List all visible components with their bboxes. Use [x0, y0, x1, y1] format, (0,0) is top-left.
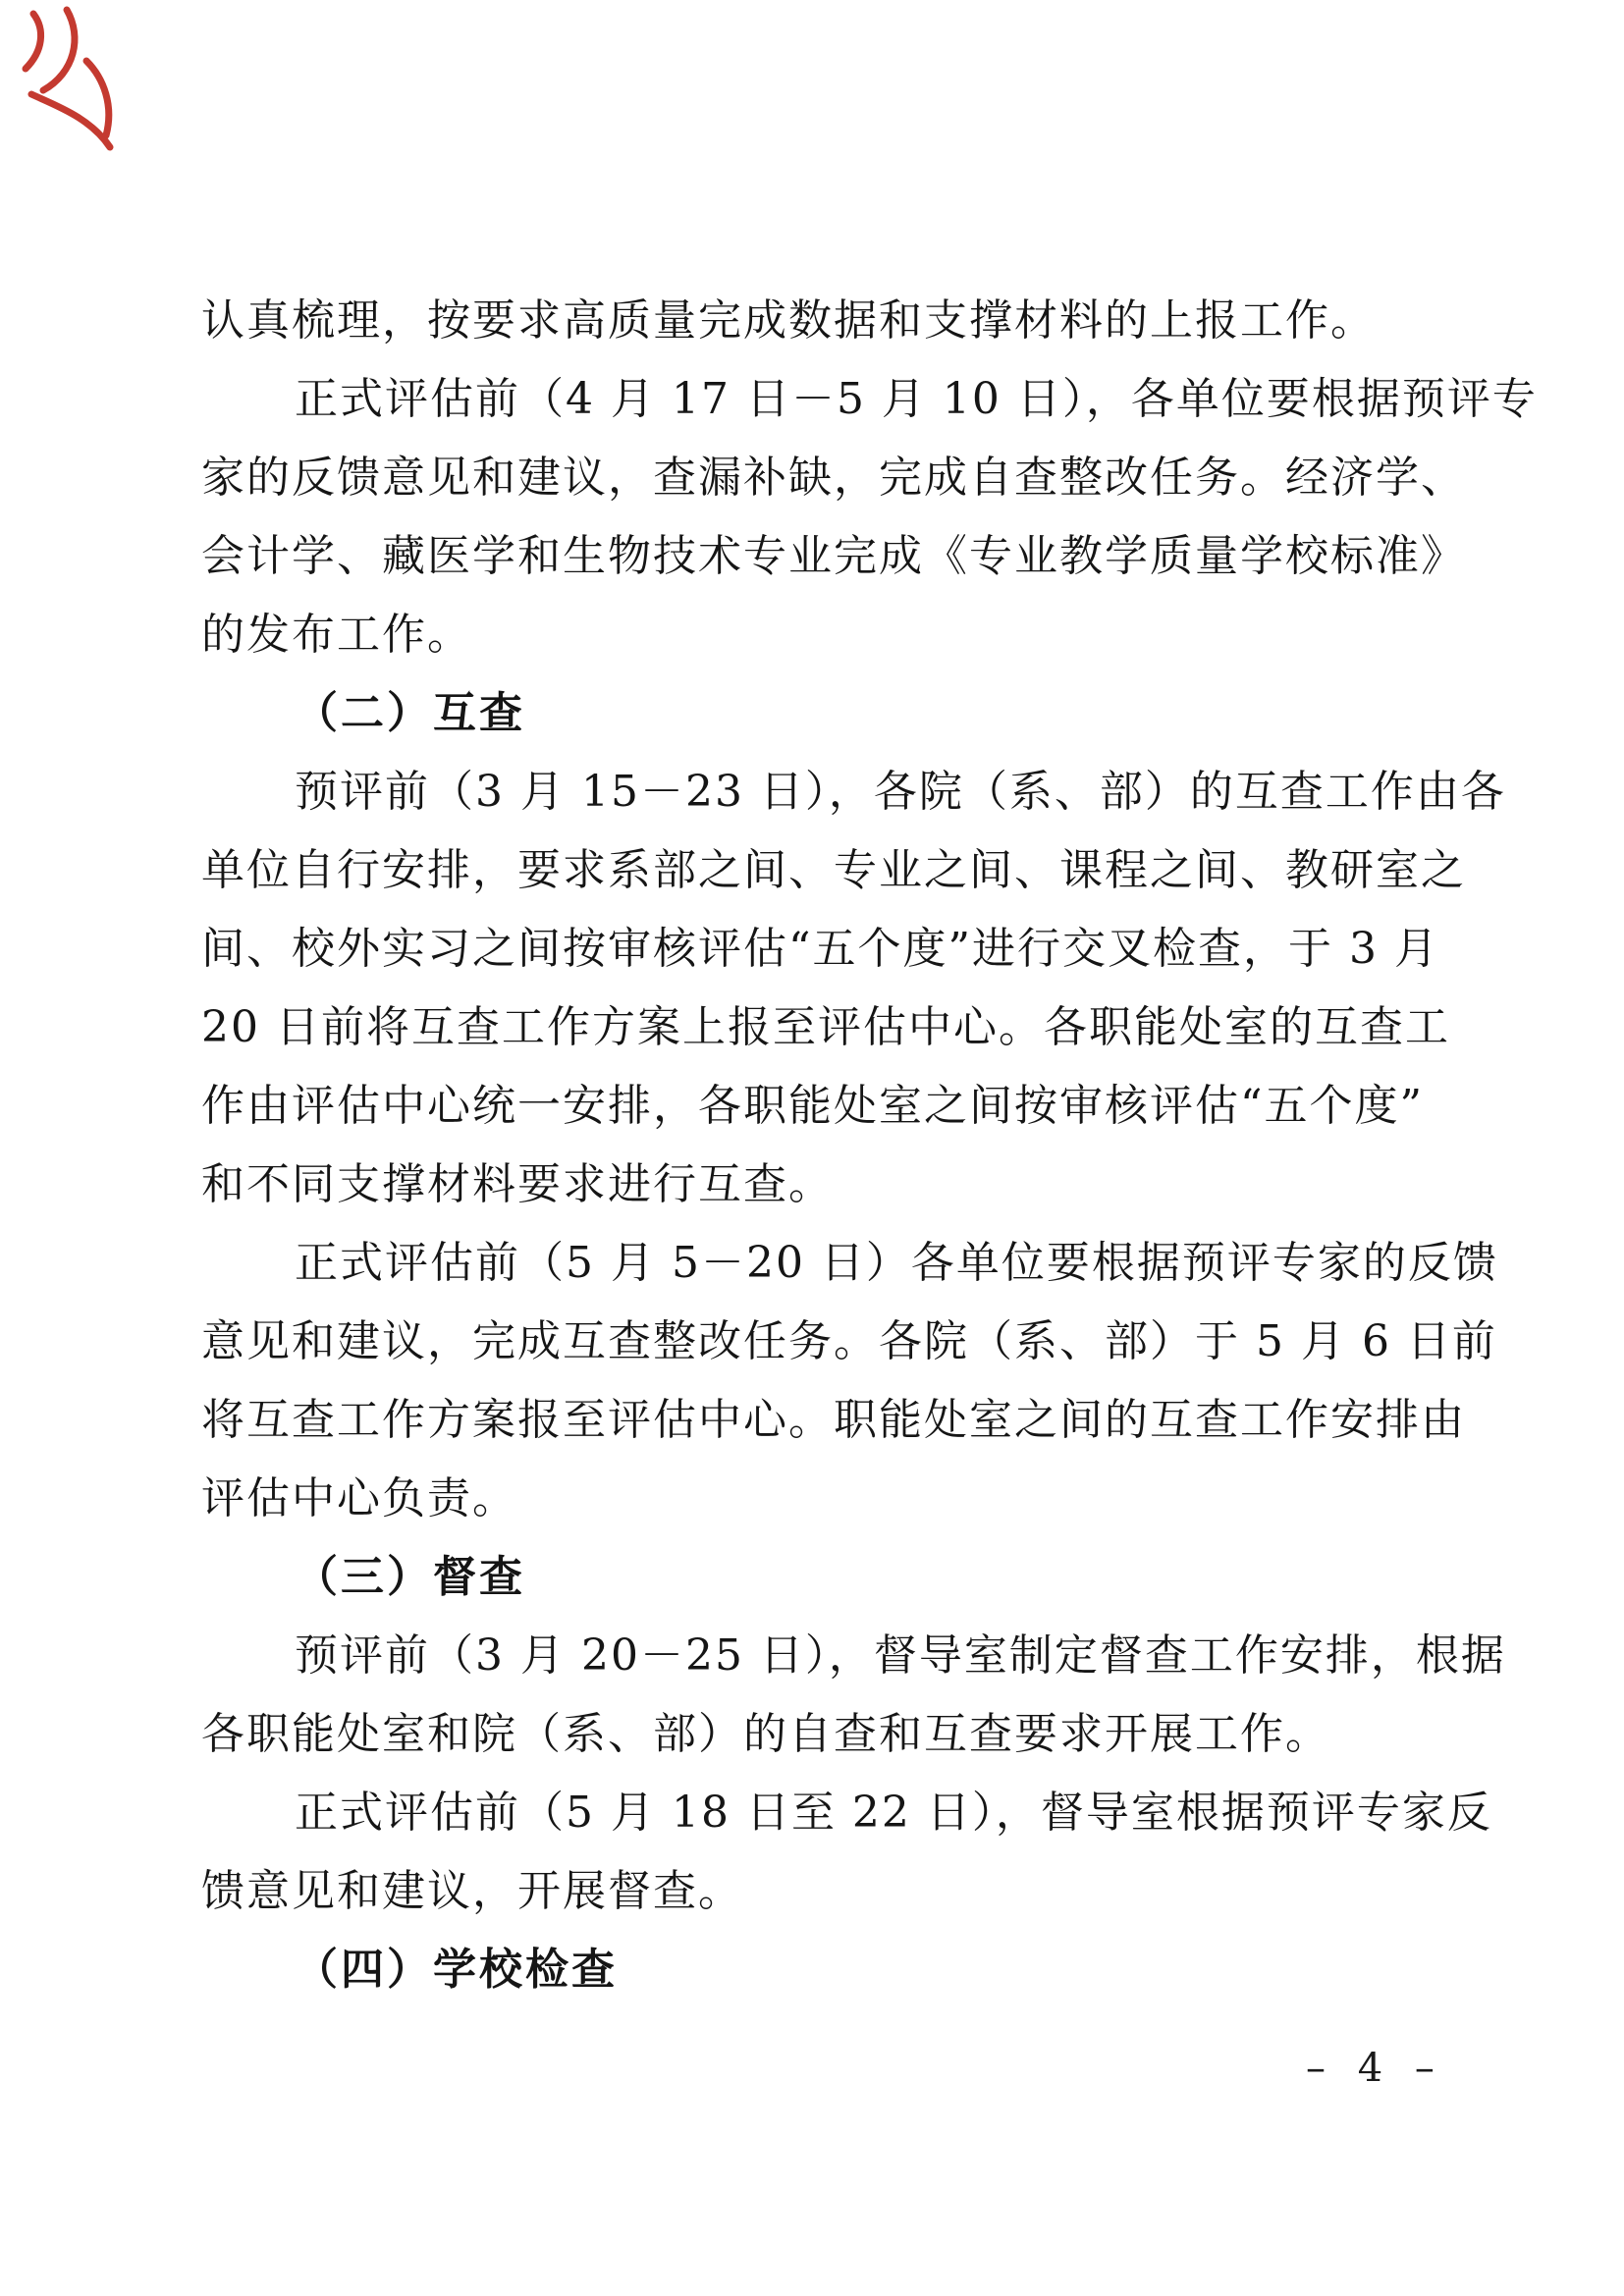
red-ink-annotation-icon — [10, 4, 133, 171]
text-line: 单位自行安排，要求系部之间、专业之间、课程之间、教研室之 — [201, 845, 1466, 895]
section-heading: （四）学校检查 — [295, 1945, 618, 1995]
section-heading: （二）互查 — [295, 688, 525, 738]
page-number: – 4 – — [1306, 2046, 1444, 2091]
text-line: 正式评估前（5 月 18 日至 22 日），督导室根据预评专家反 — [295, 1788, 1492, 1838]
text-line: 正式评估前（4 月 17 日－5 月 10 日），各单位要根据预评专 — [295, 374, 1538, 424]
text-line: 将互查工作方案报至评估中心。职能处室之间的互查工作安排由 — [201, 1395, 1466, 1445]
text-line: 作由评估中心统一安排，各职能处室之间按审核评估“五个度” — [201, 1081, 1424, 1131]
text-line: 会计学、藏医学和生物技术专业完成《专业教学质量学校标准》 — [201, 531, 1466, 581]
text-line: 正式评估前（5 月 5－20 日）各单位要根据预评专家的反馈 — [295, 1238, 1498, 1288]
text-line: 预评前（3 月 20－25 日），督导室制定督查工作安排，根据 — [295, 1630, 1506, 1681]
text-line: 的发布工作。 — [201, 610, 472, 660]
text-line: 和不同支撑材料要求进行互查。 — [201, 1159, 834, 1209]
text-line: 馈意见和建议，开展督查。 — [201, 1866, 743, 1916]
text-line: 意见和建议，完成互查整改任务。各院（系、部）于 5 月 6 日前 — [201, 1316, 1497, 1366]
text-line: 间、校外实习之间按审核评估“五个度”进行交叉检查，于 3 月 — [201, 924, 1439, 974]
text-line: 预评前（3 月 15－23 日），各院（系、部）的互查工作由各 — [295, 767, 1506, 817]
text-line: 评估中心负责。 — [201, 1473, 517, 1523]
text-line: 家的反馈意见和建议，查漏补缺，完成自查整改任务。经济学、 — [201, 453, 1466, 503]
section-heading: （三）督查 — [295, 1552, 525, 1602]
text-line: 认真梳理，按要求高质量完成数据和支撑材料的上报工作。 — [201, 295, 1376, 346]
text-line: 20 日前将互查工作方案上报至评估中心。各职能处室的互查工 — [201, 1002, 1450, 1052]
document-body — [201, 282, 1538, 2009]
text-line: 各职能处室和院（系、部）的自查和互查要求开展工作。 — [201, 1709, 1330, 1759]
